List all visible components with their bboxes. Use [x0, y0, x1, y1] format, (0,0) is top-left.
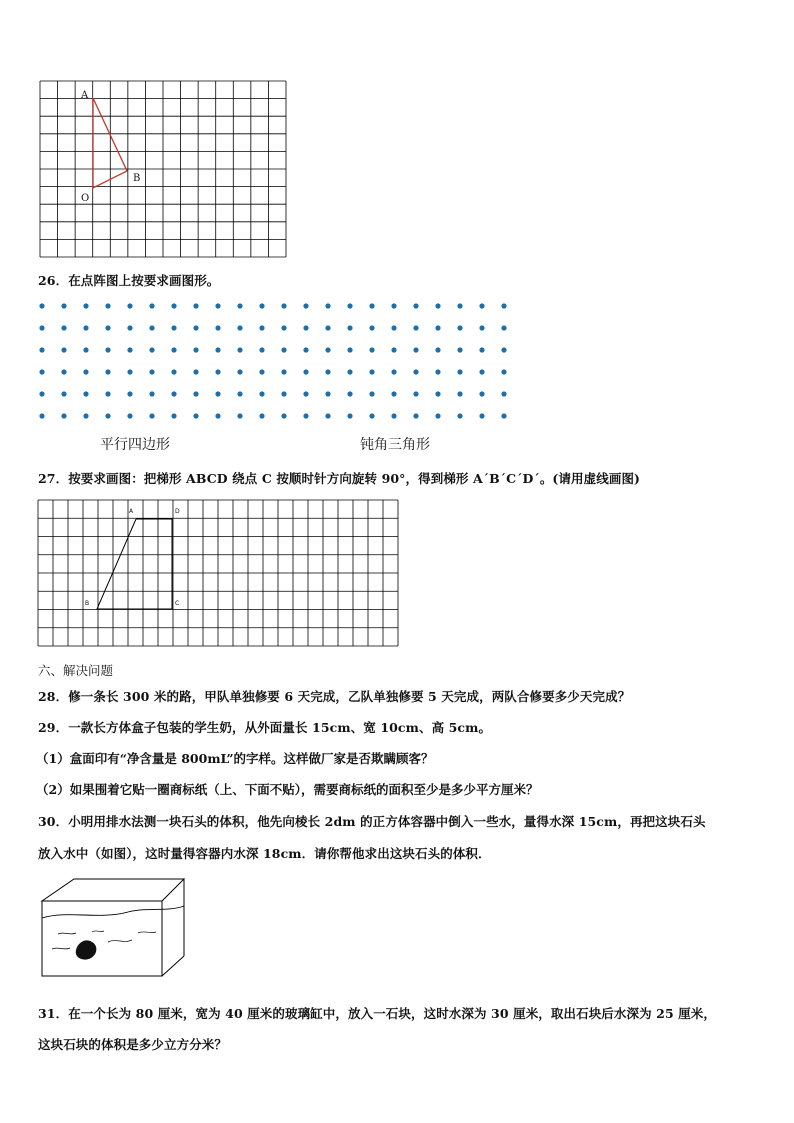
grid-dot: [61, 303, 66, 308]
grid-dot: [347, 325, 352, 330]
grid-dot: [215, 369, 220, 374]
grid-dot: [171, 391, 176, 396]
grid-dot: [171, 347, 176, 352]
grid-dot: [303, 413, 308, 418]
grid-dot: [325, 325, 330, 330]
question-29: 29．一款长方体盒子包装的学生奶，从外面量长 15cm、宽 10cm、高 5cm。: [38, 720, 492, 735]
grid-dot: [457, 303, 462, 308]
grid-dot: [237, 347, 242, 352]
grid-dot: [105, 325, 110, 330]
grid-dot: [105, 391, 110, 396]
grid-dot: [435, 347, 440, 352]
water-ripple: [52, 948, 70, 949]
trapezoid-abcd: [97, 519, 172, 609]
grid-dot: [325, 303, 330, 308]
grid-dot: [281, 325, 286, 330]
grid-dot: [457, 325, 462, 330]
grid-dot: [501, 391, 506, 396]
grid-dot: [215, 413, 220, 418]
grid-dot: [391, 303, 396, 308]
grid-dot: [83, 369, 88, 374]
grid-dot: [347, 413, 352, 418]
grid-dot: [105, 303, 110, 308]
grid-dot: [435, 325, 440, 330]
grid-dot: [259, 347, 264, 352]
grid-dot: [193, 325, 198, 330]
grid-dot: [347, 391, 352, 396]
grid-dot: [237, 413, 242, 418]
grid-dot: [127, 325, 132, 330]
grid-dot: [501, 325, 506, 330]
grid-dot: [391, 369, 396, 374]
grid-dot: [149, 413, 154, 418]
grid-dot: [193, 347, 198, 352]
question-31-line-2: 这块石块的体积是多少立方分米？: [38, 1037, 228, 1052]
grid-dot: [457, 413, 462, 418]
water-ripple: [138, 932, 156, 933]
grid-dot: [457, 391, 462, 396]
grid-dot: [501, 369, 506, 374]
grid-dot: [237, 303, 242, 308]
grid-dot: [127, 391, 132, 396]
grid-dot: [39, 347, 44, 352]
grid-dot: [479, 391, 484, 396]
grid-dot: [237, 325, 242, 330]
question-30-line-2: 放入水中（如图），这时量得容器内水深 18cm．请你帮他求出这块石头的体积．: [38, 846, 491, 861]
grid-dot: [39, 369, 44, 374]
cube-front-face: [42, 901, 162, 976]
grid-dot: [369, 347, 374, 352]
grid-dot: [413, 303, 418, 308]
section-title: 六、解决问题: [38, 663, 114, 678]
grid-dot: [391, 391, 396, 396]
grid-dot: [347, 369, 352, 374]
grid-dot: [237, 369, 242, 374]
grid-dot: [369, 303, 374, 308]
grid-dot: [303, 303, 308, 308]
grid-dot: [281, 413, 286, 418]
water-surface: [42, 906, 184, 918]
grid-dot: [127, 347, 132, 352]
grid-dot: [457, 369, 462, 374]
grid-dot: [61, 391, 66, 396]
grid-dot: [391, 347, 396, 352]
grid-dot: [391, 413, 396, 418]
grid-dot: [61, 413, 66, 418]
question-29-part-2: （2）如果围着它贴一圈商标纸（上、下面不贴），需要商标纸的面积至少是多少平方厘米？: [36, 782, 539, 797]
grid-dot: [413, 347, 418, 352]
grid-dot: [281, 391, 286, 396]
grid-dot: [39, 391, 44, 396]
grid-dot: [127, 303, 132, 308]
grid-dot: [83, 413, 88, 418]
grid-dot: [479, 347, 484, 352]
grid-dot: [39, 303, 44, 308]
grid-dot: [457, 347, 462, 352]
grid-dot: [39, 325, 44, 330]
stone: [76, 940, 97, 959]
grid-dot: [479, 325, 484, 330]
grid-dot: [325, 391, 330, 396]
grid-dot: [149, 347, 154, 352]
grid-dot: [215, 303, 220, 308]
grid-dot: [61, 347, 66, 352]
grid-dot: [435, 391, 440, 396]
question-26: 26．在点阵图上按要求画图形。: [38, 273, 220, 288]
grid-dot: [171, 325, 176, 330]
grid-dot: [369, 391, 374, 396]
grid-dot: [171, 413, 176, 418]
grid-lines: [40, 81, 286, 257]
grid-dot: [479, 303, 484, 308]
grid-dot: [193, 369, 198, 374]
grid-dot: [303, 391, 308, 396]
grid-dot: [413, 369, 418, 374]
triangle-grid-figure: [40, 81, 286, 257]
grid-dot: [479, 413, 484, 418]
point-o-label: O: [81, 193, 90, 204]
grid-dot: [413, 325, 418, 330]
grid-dot: [83, 391, 88, 396]
grid-dot: [83, 347, 88, 352]
grid-dot: [259, 303, 264, 308]
grid-dot: [369, 325, 374, 330]
water-ripple: [92, 931, 104, 932]
grid-dot: [237, 391, 242, 396]
question-31-line-1: 31．在一个长为 80 厘米，宽为 40 厘米的玻璃缸中，放入一石块，这时水深为 30 厘米，取出石块后水深为 25 厘米，: [38, 1006, 716, 1021]
grid-dot: [215, 325, 220, 330]
grid-dot: [347, 303, 352, 308]
grid-dot: [303, 347, 308, 352]
cube-top-face: [42, 879, 184, 901]
grid-dot: [281, 303, 286, 308]
point-c-label: C: [175, 600, 180, 607]
grid-dot: [105, 369, 110, 374]
grid-dot: [413, 391, 418, 396]
grid-dot: [215, 391, 220, 396]
grid-dot: [347, 347, 352, 352]
grid-dot: [501, 413, 506, 418]
water-ripple: [108, 940, 132, 942]
grid-dot: [193, 413, 198, 418]
grid-dot: [39, 413, 44, 418]
grid-dot: [149, 369, 154, 374]
grid-dot: [325, 413, 330, 418]
grid-dot: [369, 413, 374, 418]
cube-container-figure: [38, 876, 188, 978]
grid-dot: [127, 369, 132, 374]
grid-lines: [38, 500, 398, 646]
grid-dot: [215, 347, 220, 352]
question-28: 28．修一条长 300 米的路，甲队单独修要 6 天完成，乙队单独修要 5 天完成，两队合修要多少天完成？: [38, 689, 631, 704]
point-b-label: B: [85, 600, 90, 607]
dots: [39, 303, 506, 418]
grid-dot: [281, 347, 286, 352]
grid-dot: [61, 325, 66, 330]
water-ripple: [58, 933, 76, 934]
question-29-part-1: （1）盒面印有“净含量是 800mL”的字样。这样做厂家是否欺瞒顾客？: [36, 751, 434, 766]
caption-obtuse-triangle: 钝角三角形: [360, 437, 430, 453]
grid-dot: [435, 369, 440, 374]
grid-dot: [83, 325, 88, 330]
grid-dot: [303, 325, 308, 330]
cube-bottom-edge: [162, 956, 184, 976]
grid-dot: [193, 391, 198, 396]
grid-dot: [149, 303, 154, 308]
grid-dot: [83, 303, 88, 308]
grid-dot: [369, 369, 374, 374]
grid-dot: [281, 369, 286, 374]
grid-dot: [325, 347, 330, 352]
grid-dot: [105, 347, 110, 352]
grid-dot: [259, 325, 264, 330]
grid-dot: [149, 325, 154, 330]
trapezoid-grid-figure: [38, 500, 400, 648]
dot-grid: [36, 300, 516, 420]
grid-dot: [61, 369, 66, 374]
grid-dot: [127, 413, 132, 418]
grid-dot: [171, 369, 176, 374]
grid-dot: [193, 303, 198, 308]
grid-dot: [105, 413, 110, 418]
grid-dot: [479, 369, 484, 374]
grid-dot: [171, 303, 176, 308]
grid-dot: [391, 325, 396, 330]
grid-dot: [303, 369, 308, 374]
point-a-label: A: [129, 508, 134, 515]
grid-dot: [325, 369, 330, 374]
question-30-line-1: 30．小明用排水法测一块石头的体积，他先向棱长 2dm 的正方体容器中倒入一些水，量得水深 15cm，再把这块石头: [38, 814, 706, 829]
grid-dot: [501, 347, 506, 352]
question-27: 27．按要求画图：把梯形 ABCD 绕点 C 按顺时针方向旋转 90°，得到梯形 A´B´C´D´。(请用虚线画图): [38, 471, 641, 486]
grid-dot: [435, 413, 440, 418]
grid-dot: [259, 413, 264, 418]
grid-dot: [501, 303, 506, 308]
caption-parallelogram: 平行四边形: [100, 437, 170, 453]
grid-dot: [149, 391, 154, 396]
point-b-label: B: [133, 173, 141, 184]
grid-dot: [413, 413, 418, 418]
grid-dot: [259, 369, 264, 374]
point-a-label: A: [81, 90, 89, 101]
point-d-label: D: [175, 508, 180, 515]
grid-dot: [435, 303, 440, 308]
grid-dot: [259, 391, 264, 396]
